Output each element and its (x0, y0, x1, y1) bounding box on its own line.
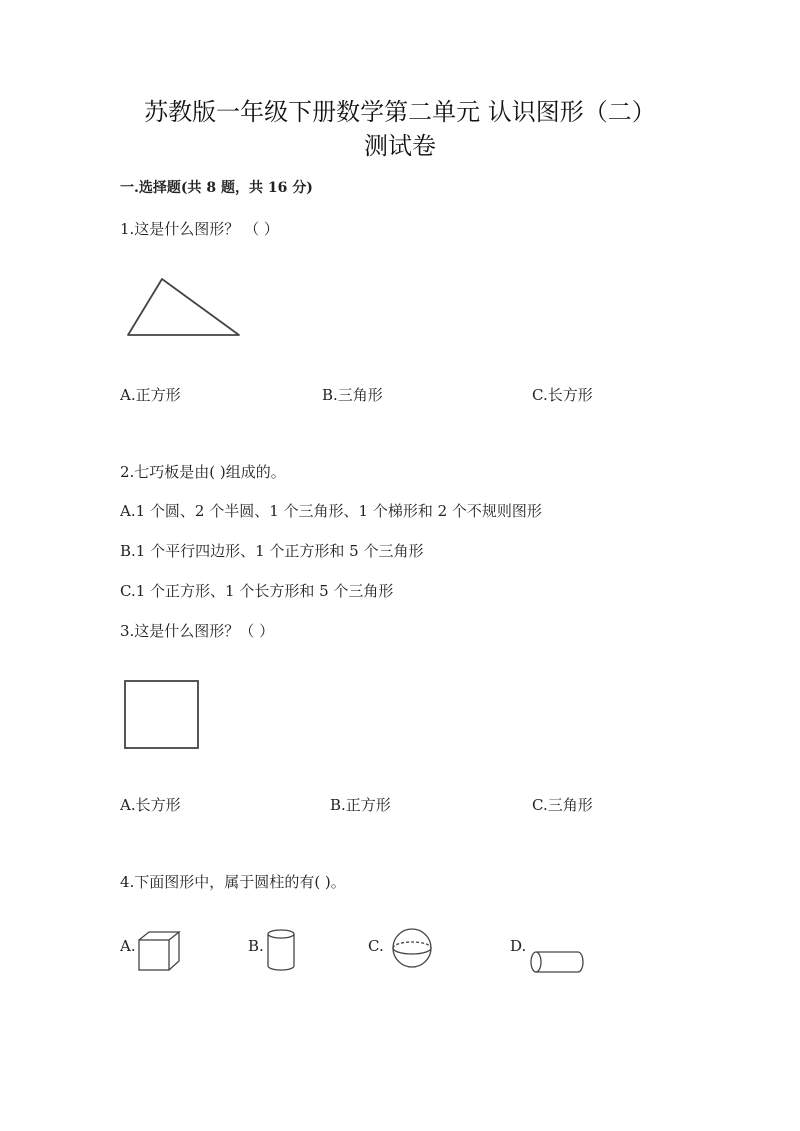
question-4-option-c: C. (368, 937, 384, 955)
question-4-stem: 4.下面图形中，属于圆柱的有( )。 (120, 873, 346, 891)
horizontal-cylinder-icon (528, 949, 588, 977)
page-title: 苏教版一年级下册数学第二单元 认识图形（二） (144, 98, 656, 126)
section-heading: 一.选择题(共 8 题，共 16 分) (120, 180, 313, 196)
question-2-option-c: C.1 个正方形、1 个长方形和 5 个三角形 (120, 582, 394, 600)
question-1-option-a: A.正方形 (120, 386, 181, 404)
question-1-option-c: C.长方形 (532, 386, 593, 404)
question-1-option-b: B.三角形 (322, 386, 383, 404)
question-3-option-b: B.正方形 (330, 796, 391, 814)
question-2-stem: 2.七巧板是由( )组成的。 (120, 463, 286, 481)
question-2-option-a: A.1 个圆、2 个半圆、1 个三角形、1 个梯形和 2 个不规则图形 (120, 502, 542, 520)
question-1-stem: 1.这是什么图形？ （ ） (120, 220, 279, 238)
sphere-icon (387, 927, 439, 969)
square-figure (122, 678, 202, 750)
triangle-figure (125, 276, 245, 340)
cube-icon (137, 930, 185, 972)
question-4-option-d: D. (510, 937, 527, 955)
question-4-option-a: A. (120, 937, 136, 955)
question-3-option-c: C.三角形 (532, 796, 593, 814)
question-2-option-b: B.1 个平行四边形、1 个正方形和 5 个三角形 (120, 542, 424, 560)
question-4-option-b: B. (248, 937, 264, 955)
upright-cylinder-icon (265, 928, 299, 972)
question-3-option-a: A.长方形 (120, 796, 181, 814)
question-3-stem: 3.这是什么图形？（ ） (120, 622, 275, 640)
page-subtitle: 测试卷 (364, 132, 436, 160)
